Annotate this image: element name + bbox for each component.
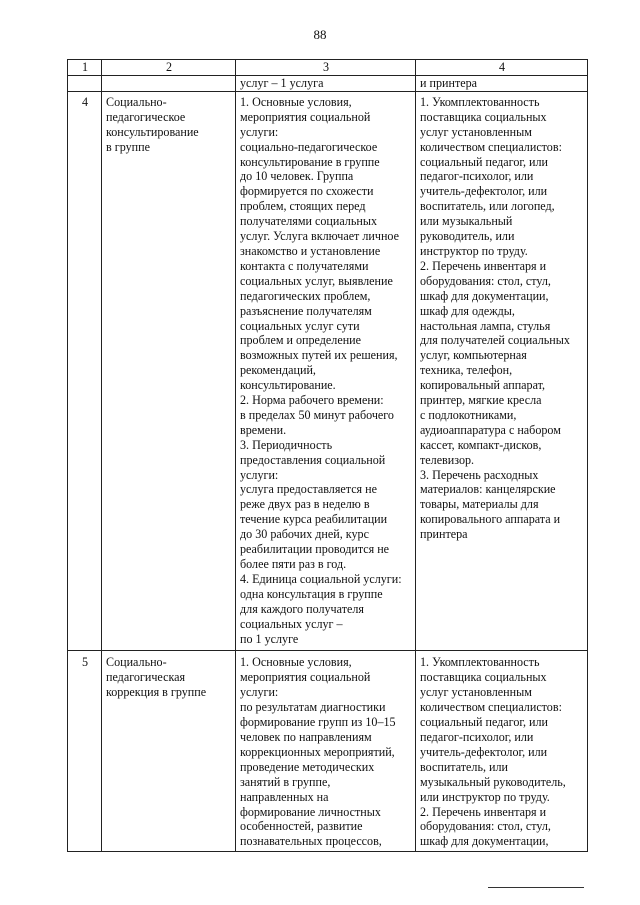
page-number: 88 [313, 27, 327, 42]
cell-line: 3. Перечень расходных [420, 467, 539, 482]
cell-line: консультирование. [240, 378, 336, 393]
cell-line: занятий в группе, [240, 774, 331, 789]
cell-line: 2. Перечень инвентаря и [420, 258, 547, 273]
cell-line: для каждого получателя [240, 601, 364, 616]
cell-line: аудиоаппаратура с набором [420, 422, 561, 437]
cell-line: копировального аппарата и [420, 512, 561, 527]
cell-line: 2. Перечень инвентаря и [420, 804, 547, 819]
cell-line: коррекция в группе [106, 685, 207, 700]
cell-line: или музыкальный [420, 214, 513, 229]
cell-line: количеством специалистов: [420, 139, 562, 154]
services-table [67, 59, 588, 852]
cell-line: получателями социальных [240, 214, 378, 229]
cell-line: одна консультация в группе [240, 586, 383, 601]
cell-line: мероприятия социальной [240, 109, 371, 124]
cell-line: товары, материалы для [420, 497, 539, 512]
cell-line: услуг установленным [420, 685, 532, 700]
cell-line: принтера [420, 527, 468, 542]
cell-line: до 30 рабочих дней, курс [240, 527, 369, 542]
continuation-requirements-cell: и принтера [416, 75, 588, 91]
cell-line: познавательных процессов, [240, 834, 382, 849]
cell-line: социальных услуг – [240, 616, 343, 631]
cell-line: по результатам диагностики [240, 700, 386, 715]
cell-line: настольная лампа, стулья [420, 318, 551, 333]
cell-line: течение курса реабилитации [240, 512, 388, 527]
cell-line: шкаф для документации, [420, 834, 549, 849]
cell-line: Социально- [106, 655, 167, 670]
header-col-2: 2 [102, 60, 236, 76]
service-requirements-cell [416, 91, 588, 651]
cell-line: услуги: [240, 685, 279, 700]
cell-line: рекомендаций, [240, 363, 316, 378]
cell-line: для получателей социальных [420, 333, 570, 348]
cell-line: в пределах 50 минут рабочего [240, 407, 394, 422]
service-description-cell [236, 651, 416, 852]
cell-line: формирование групп из 10–15 [240, 715, 396, 730]
row-number: 5 [68, 651, 102, 852]
cell-line: педагогическая [106, 670, 186, 685]
header-col-3: 3 [236, 60, 416, 76]
cell-line: или инструктор по труду. [420, 789, 550, 804]
cell-line: 1. Основные условия, [240, 655, 352, 670]
cell-line: направленных на [240, 789, 329, 804]
cell-line: шкаф для документации, [420, 288, 549, 303]
continuation-row [68, 75, 588, 91]
cell-line: 1. Укомплектованность [420, 655, 540, 670]
cell-line: услуги: [240, 124, 279, 139]
cell-line: педагог-психолог, или [420, 169, 534, 184]
cell-line: знакомство и установление [240, 243, 381, 258]
cell-line: инструктор по труду. [420, 243, 528, 258]
cell-line: проблем, стоящих перед [240, 199, 366, 214]
cell-line: услуги: [240, 467, 279, 482]
continuation-num-cell [68, 75, 102, 91]
cell-line: социальный педагог, или [420, 715, 549, 730]
service-requirements-cell [416, 651, 588, 852]
cell-line: в группе [106, 139, 150, 154]
cell-line: оборудования: стол, стул, [420, 273, 551, 288]
cell-line: времени. [240, 422, 287, 437]
cell-line: Социально- [106, 94, 167, 109]
cell-line: поставщика социальных [420, 670, 547, 685]
cell-line: формирование личностных [240, 804, 381, 819]
cell-line: с подлокотниками, [420, 407, 517, 422]
cell-line: шкаф для одежды, [420, 303, 515, 318]
cell-line: услуг, компьютерная [420, 348, 527, 363]
cell-line: учитель-дефектолог, или [420, 744, 548, 759]
cell-line: телевизор. [420, 452, 475, 467]
cell-line: социальный педагог, или [420, 154, 549, 169]
cell-line: услуга предоставляется не [240, 482, 377, 497]
cell-line: кассет, компакт-дисков, [420, 437, 542, 452]
cell-line: количеством специалистов: [420, 700, 562, 715]
cell-line: человек по направлениям [240, 729, 372, 744]
continuation-description-cell: услуг – 1 услуга [236, 75, 416, 91]
cell-line: возможных путей их решения, [240, 348, 398, 363]
cell-line: реже двух раз в неделю в [240, 497, 370, 512]
header-col-4: 4 [416, 60, 588, 76]
cell-line: педагогическое [106, 109, 186, 124]
cell-line: проблем и определение [240, 333, 362, 348]
cell-line: контакта с получателями [240, 258, 369, 273]
table-row [68, 91, 588, 651]
footer-rule [488, 887, 584, 888]
cell-line: педагог-психолог, или [420, 729, 534, 744]
cell-line: консультирование в группе [240, 154, 380, 169]
cell-line: принтер, мягкие кресла [420, 393, 542, 408]
cell-line: услуг. Услуга включает личное [240, 229, 399, 244]
table-row [68, 651, 588, 852]
service-name-cell [102, 91, 236, 651]
cell-line: 1. Основные условия, [240, 94, 352, 109]
cell-line: руководитель, или [420, 229, 515, 244]
cell-line: 1. Укомплектованность [420, 94, 540, 109]
service-description-cell [236, 91, 416, 651]
cell-line: социально-педагогическое [240, 139, 378, 154]
cell-line: 3. Периодичность [240, 437, 333, 452]
cell-line: 4. Единица социальной услуги: [240, 571, 402, 586]
service-name-cell [102, 651, 236, 852]
cell-line: 2. Норма рабочего времени: [240, 393, 384, 408]
cell-line: материалов: канцелярские [420, 482, 556, 497]
cell-line: более пяти раз в год. [240, 557, 347, 571]
table-header-row [68, 60, 588, 76]
header-col-1: 1 [68, 60, 102, 76]
cell-line: консультирование [106, 124, 199, 139]
cell-line: услуг установленным [420, 124, 532, 139]
row-number: 4 [68, 91, 102, 651]
cell-line: поставщика социальных [420, 109, 547, 124]
cell-line: музыкальный руководитель, [420, 774, 566, 789]
cell-line: учитель-дефектолог, или [420, 184, 548, 199]
cell-line: до 10 человек. Группа [240, 169, 354, 184]
cell-line: формируется по схожести [240, 184, 374, 199]
cell-line: коррекционных мероприятий, [240, 744, 395, 759]
cell-line: особенностей, развитие [240, 819, 363, 834]
cell-line: оборудования: стол, стул, [420, 819, 551, 834]
cell-line: социальных услуг, выявление [240, 273, 393, 288]
cell-line: разъяснение получателям [240, 303, 372, 318]
cell-line: воспитатель, или [420, 759, 509, 774]
continuation-name-cell [102, 75, 236, 91]
cell-line: техника, телефон, [420, 363, 513, 378]
cell-line: проведение методических [240, 759, 375, 774]
cell-line: копировальный аппарат, [420, 378, 546, 393]
cell-line: по 1 услуге [240, 631, 299, 646]
cell-line: реабилитации проводится не [240, 542, 390, 557]
cell-line: социальных услуг сути [240, 318, 360, 333]
cell-line: педагогических проблем, [240, 288, 371, 303]
cell-line: предоставления социальной [240, 452, 386, 467]
cell-line: воспитатель, или логопед, [420, 199, 555, 214]
cell-line: мероприятия социальной [240, 670, 371, 685]
